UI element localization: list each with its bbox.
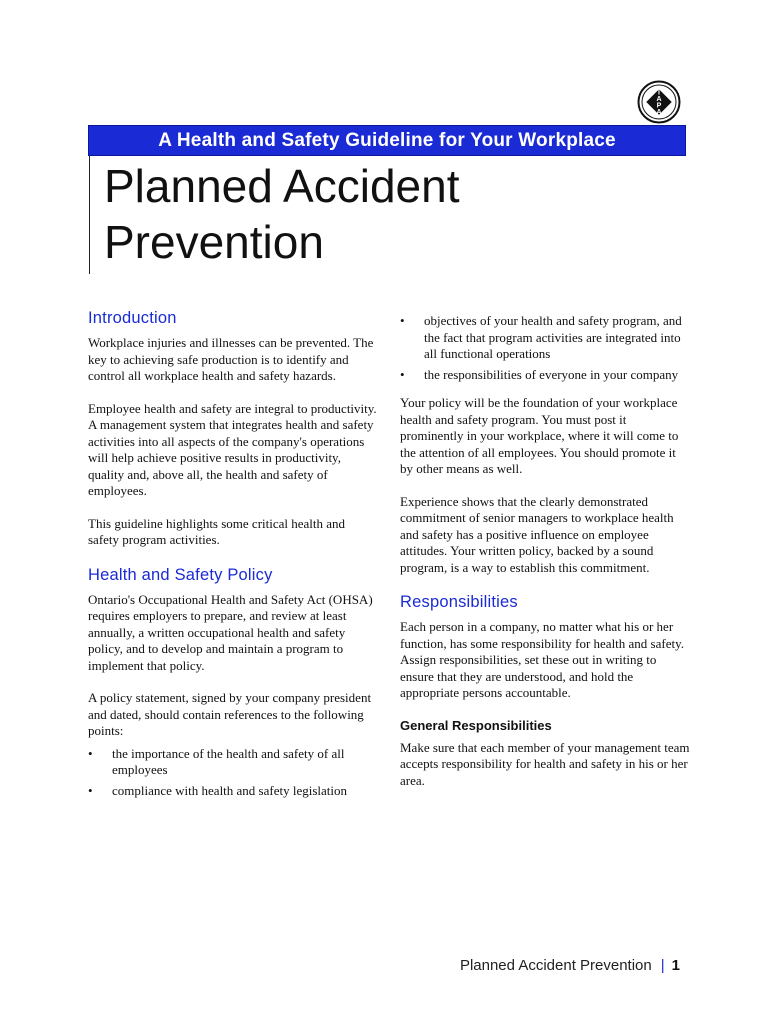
list-item: • objectives of your health and safety program, and the fact that program activities are integrated into all functional operations [400,313,682,361]
list-item: • the responsibilities of everyone in your company [400,366,679,382]
commitment-paragraph: Experience shows that the clearly demonstrated commitment of senior managers to workplace health and safety has a positive influence on employee attitudes. Your written policy, backed by a sound program, is a way to establish this commitment. [400,493,674,575]
list-item: • the importance of the health and safety of all employees [88,745,345,777]
policy-points-list-continued [400,313,690,383]
policy-paragraph-2: A policy statement, signed by your company president and dated, should contain references to the following points: [88,690,372,738]
foundation-paragraph: Your policy will be the foundation of your workplace health and safety program. You must post it prominently in your workplace, where it will come to the attention of all employees. You should promote it by other means as well. [400,395,679,476]
svg-text:A: A [656,96,662,103]
guideline-banner: A Health and Safety Guideline for Your Workplace [88,125,686,156]
bullet-icon: • [400,313,405,328]
bullet-icon: • [400,366,405,382]
policy-heading: Health and Safety Policy [88,565,273,584]
title-line-1: Planned Accident [104,160,460,212]
general-responsibilities-paragraph: Make sure that each member of your management team accepts responsibility for health and safety in his or her area. [400,739,690,788]
intro-paragraph-2: Employee health and safety are integral to productivity. A management system that integrates health and safety activities into all aspects of the company's operations will help achieve positive results in productivity, quality and, above all, the health and safety of employees. [88,400,377,498]
intro-paragraph-1: Workplace injuries and illnesses can be prevented. The key to achieving safe production is to identify and control all workplace health and safety hazards. [88,335,374,383]
svg-text:P: P [656,102,662,110]
general-responsibilities-heading: General Responsibilities [400,717,552,733]
footer-title: Planned Accident Prevention [459,957,652,974]
svg-text:I: I [658,89,660,97]
responsibilities-paragraph: Each person in a company, no matter what his or her function, has some responsibility for health and safety. Assign responsibilities, set these out in writing to ensure that they are understood, and hold the appropriate persons accountable. [400,619,685,700]
right-column [400,313,690,805]
footer-separator: | [660,957,665,974]
list-item: • compliance with health and safety legislation [88,782,348,798]
bullet-icon: • [88,782,93,798]
svg-text:A: A [656,109,662,116]
responsibilities-heading: Responsibilities [400,593,518,611]
introduction-heading: Introduction [88,309,177,327]
left-column [88,308,378,811]
title-line-2: Prevention [104,216,324,268]
bullet-icon: • [88,745,93,761]
page-number: 1 [671,957,680,974]
iapa-logo-icon [637,80,681,124]
page-title [104,158,664,270]
policy-points-list [88,746,378,800]
title-rule [89,156,90,274]
page-footer [460,957,680,974]
policy-paragraph-1: Ontario's Occupational Health and Safety Act (OHSA) requires employers to prepare, and review at least annually, a written occupational health and safety policy, and to develop and maintain a program to implement that policy. [88,591,373,673]
intro-paragraph-3: This guideline highlights some critical health and safety program activities. [88,515,346,547]
